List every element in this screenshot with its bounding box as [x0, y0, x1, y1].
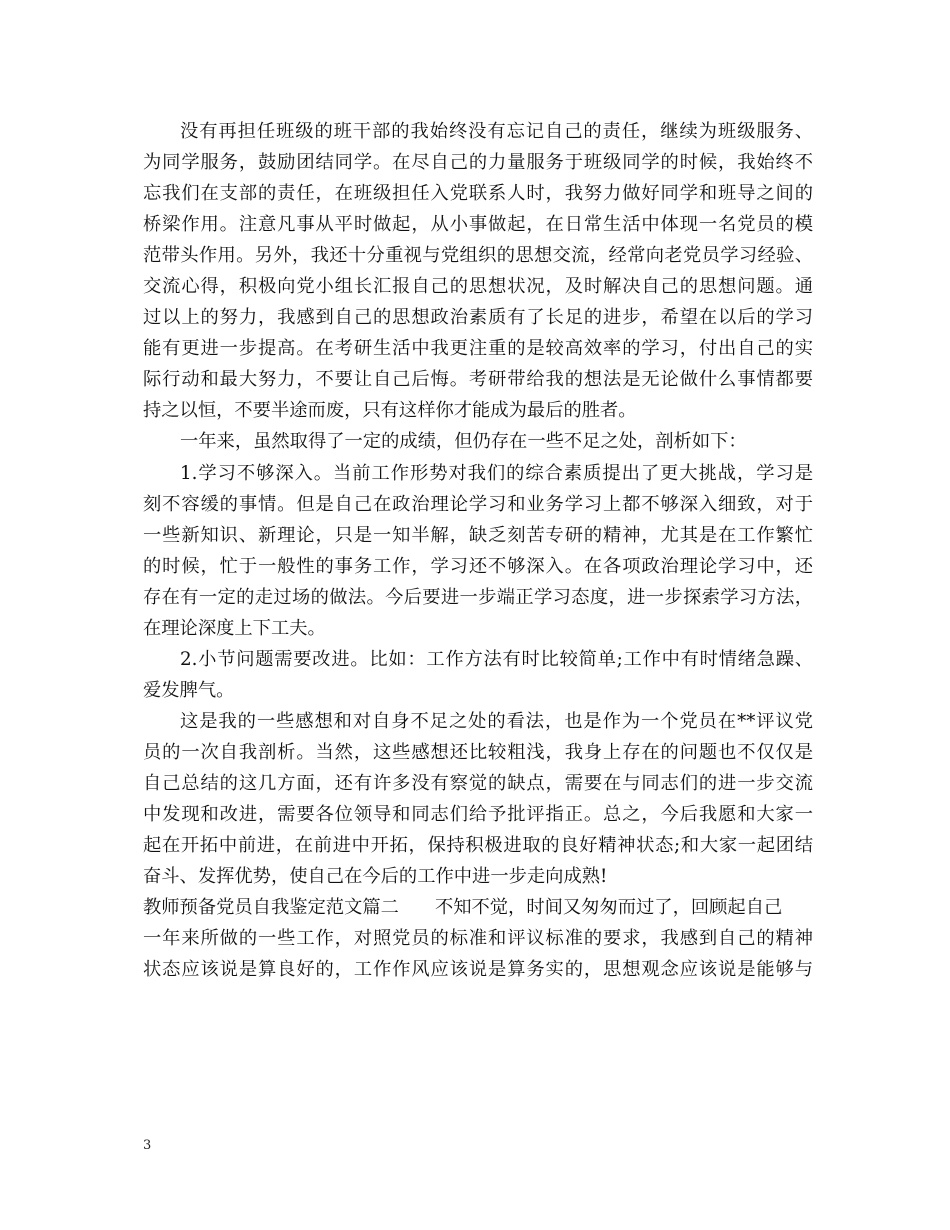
text-line: 一年来，虽然取得了一定的成绩，但仍存在一些不足之处，剖析如下：	[180, 431, 747, 453]
text-line: 在理论深度上下工夫。	[143, 617, 326, 639]
section-heading-line	[143, 892, 813, 923]
text-line: 状态应该说是算良好的，工作作风应该说是算务实的，思想观念应该说是能够与	[143, 959, 813, 981]
text-line: 刻不容缓的事情。但是自己在政治理论学习和业务学习上都不够深入细致，对于	[143, 493, 813, 515]
text-line: 存在有一定的走过场的做法。今后要进一步端正学习态度，进一步探索学习方法，	[143, 586, 813, 608]
text-line: 一年来所做的一些工作，对照党员的标准和评议标准的要求，我感到自己的精神	[143, 928, 813, 950]
text-line: 际行动和最大努力，不要让自己后悔。考研带给我的想法是无论做什么事情都要	[143, 369, 813, 391]
text-line: 持之以恒，不要半途而废，只有这样你才能成为最后的胜者。	[143, 400, 637, 422]
text-line: 能有更进一步提高。在考研生活中我更注重的是较高效率的学习，付出自己的实	[143, 338, 813, 360]
text-line: 为同学服务，鼓励团结同学。在尽自己的力量服务于班级同学的时候，我始终不	[143, 152, 813, 174]
text-line: 起在开拓中前进，在前进中开拓，保持积极进取的良好精神状态;和大家一起团结	[143, 835, 813, 857]
heading-following-text: 不知不觉，时间又匆匆而过了，回顾起自己	[434, 897, 783, 919]
text-line: 自己总结的这几方面，还有许多没有察觉的缺点，需要在与同志们的进一步交流	[143, 772, 813, 794]
text-line: 员的一次自我剖析。当然，这些感想还比较粗浅，我身上存在的问题也不仅仅是	[143, 741, 813, 763]
text-line: 爱发脾气。	[143, 679, 235, 701]
text-line: 1.学习不够深入。当前工作形势对我们的综合素质提出了更大挑战，学习是	[180, 462, 813, 484]
body-text	[143, 116, 813, 985]
text-line: 过以上的努力，我感到自己的思想政治素质有了长足的进步，希望在以后的学习	[143, 307, 813, 329]
text-line: 忘我们在支部的责任，在班级担任入党联系人时，我努力做好同学和班导之间的	[143, 183, 813, 205]
text-line: 2.小节问题需要改进。比如：工作方法有时比较简单;工作中有时情绪急躁、	[180, 648, 813, 670]
text-line: 没有再担任班级的班干部的我始终没有忘记自己的责任，继续为班级服务、	[180, 121, 813, 142]
page-number: 3	[143, 1138, 152, 1153]
text-line: 交流心得，积极向党小组长汇报自己的思想状况，及时解决自己的思想问题。通	[143, 276, 813, 298]
text-line: 桥梁作用。注意凡事从平时做起，从小事做起，在日常生活中体现一名党员的模	[143, 214, 813, 236]
text-line: 范带头作用。另外，我还十分重视与党组织的思想交流，经常向老党员学习经验、	[143, 245, 813, 267]
text-line: 的时候，忙于一般性的事务工作，学习还不够深入。在各项政治理论学习中，还	[143, 555, 813, 577]
text-line: 这是我的一些感想和对自身不足之处的看法，也是作为一个党员在**评议党	[180, 710, 813, 732]
text-line: 奋斗、发挥优势，使自己在今后的工作中进一步走向成熟!	[143, 866, 608, 888]
section-heading: 教师预备党员自我鉴定范文篇二	[143, 897, 399, 919]
text-line: 中发现和改进，需要各位领导和同志们给予批评指正。总之，今后我愿和大家一	[143, 804, 813, 826]
text-line: 一些新知识、新理论，只是一知半解，缺乏刻苦专研的精神，尤其是在工作繁忙	[143, 524, 813, 546]
